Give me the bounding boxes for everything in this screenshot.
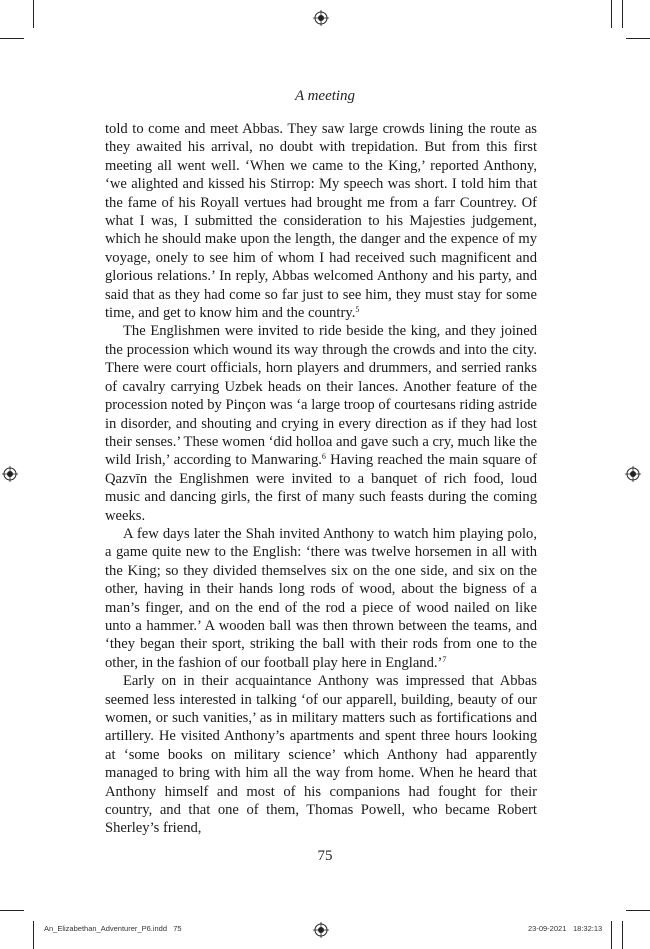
crop-mark (0, 910, 24, 911)
paragraph-text: Having reached the main square of Qazvīn the Englishmen were invited to a banquet of rich food, loud music and dancing girls, the first of many such feasts during the coming weeks. (105, 452, 537, 524)
slug-date: 23-09-2021 (528, 924, 567, 933)
registration-mark-icon (313, 10, 329, 26)
page-number: 75 (317, 848, 333, 864)
registration-mark-icon (625, 466, 641, 482)
paragraph (105, 672, 537, 838)
paragraph-text: The Englishmen were invited to ride beside the king, and they joined the procession which wound its way through the crowds and into the city. There were court officials, horn players and drummers, and serried ranks of cavalry carrying Uzbek heads on their lances. Another feature of the procession noted by Pinçon was ‘a large troop of courtesans riding astride in disorder, and shouting and crying in every direction as if they had lost their senses.’ These women ‘did holloa and gave such a cry, much like the wild Irish,’ according to Manwaring. (105, 323, 537, 469)
crop-mark (611, 0, 612, 28)
crop-mark (33, 0, 34, 28)
crop-mark (626, 910, 650, 911)
running-head: A meeting (294, 88, 356, 104)
paragraph-text: A few days later the Shah invited Anthony to watch him playing polo, a game quite new to the English: ‘there was twelve horsemen in all with the King; so they divided themselves six on the one side, and six on the other, having in their hands long rods of wood, about the bigness of a man’s finger, and on the end of the rod a piece of wood nailed on like unto a hammer.’ A wooden ball was then thrown between the teams, and ‘they began their sport, striking the ball with their rods from one to the other, in the fashion of our football play here in England.’ (105, 525, 537, 671)
paragraph-text: told to come and meet Abbas. They saw large crowds lining the route as they awaited his arrival, no doubt with trepidation. But from this first meeting all went well. ‘When we came to the King,’ reported Anthony, ‘we alighted and kissed his Stirrop: My speech was short. I told him that the fame of his Royall vertues had brought me from a farr Countrey. Of what I was, I submitted the consideration to his Majesties judgement, which he should make upon the length, the danger and the expence of my voyage, onely to see him of whom I had received such magnificent and glorious relations.’ In reply, Abbas welcomed Anthony and his party, and said that as they had come so far just to see him, they must stay for some time, and get to know him and the country. (105, 121, 537, 322)
slug-filename: An_Elizabethan_Adventurer_P6.indd 75 (44, 924, 182, 933)
paragraph (105, 525, 537, 672)
body-text (105, 120, 537, 838)
slug-time: 18:32:13 (573, 924, 603, 933)
crop-mark (622, 921, 623, 949)
registration-mark-icon (313, 922, 329, 938)
paragraph (105, 322, 537, 524)
paragraph-text: Early on in their acquaintance Anthony was impressed that Abbas seemed less interested in talking ‘of our apparell, building, beauty of our women, or such vanities,’ as in military matters such as fortifications and artillery. He visited Anthony’s apartments and spent three hours looking at ‘some books on military science’ which Anthony had apparently managed to bring with him all the way from home. When he heard that Anthony himself and most of his companions had fought for their country, and that one of them, Thomas Powell, who became Robert Sherley’s friend, (105, 673, 537, 837)
paragraph (105, 120, 537, 322)
registration-mark-icon (2, 466, 18, 482)
crop-mark (626, 38, 650, 39)
crop-mark (622, 0, 623, 28)
footnote-ref[interactable]: 5 (355, 305, 360, 315)
crop-mark (611, 921, 612, 949)
crop-mark (0, 38, 24, 39)
footnote-ref[interactable]: 6 (321, 452, 326, 462)
crop-mark (33, 921, 34, 949)
footnote-ref[interactable]: 7 (442, 654, 447, 664)
